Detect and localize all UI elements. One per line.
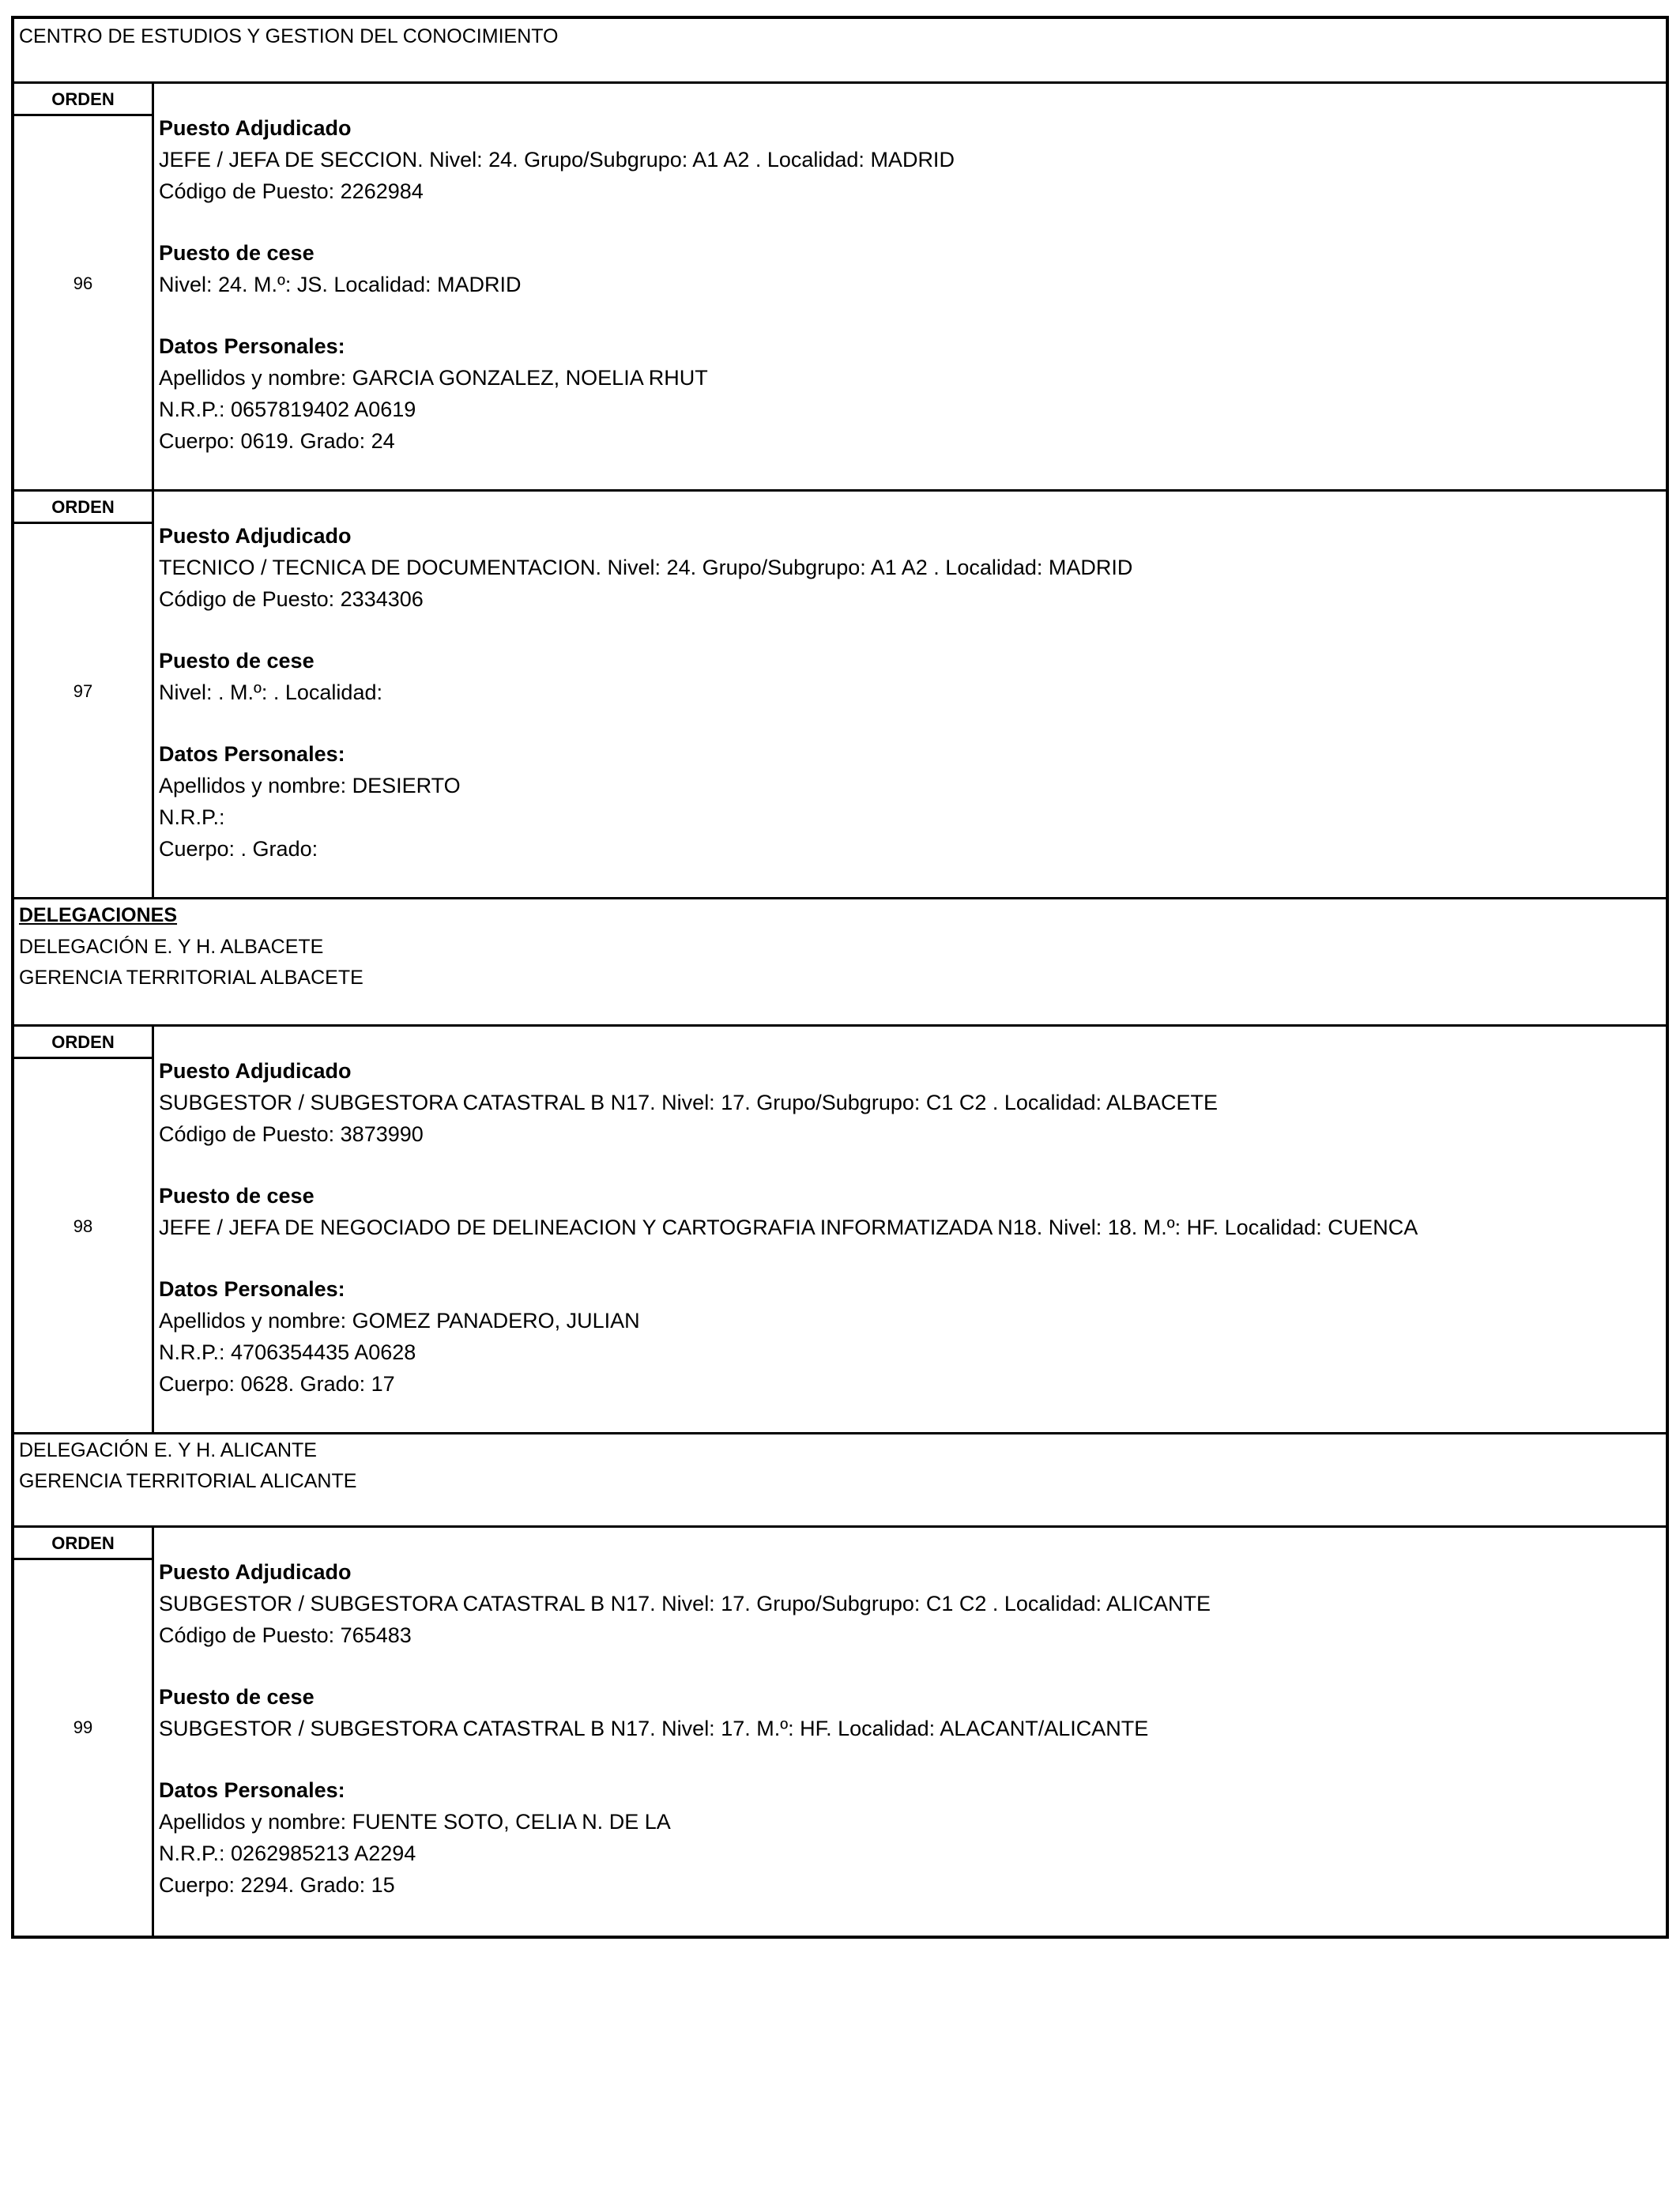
cuerpo-grado: Cuerpo: 0628. Grado: 17: [159, 1372, 395, 1396]
cuerpo-grado: Cuerpo: 2294. Grado: 15: [159, 1873, 395, 1897]
codigo-puesto: Código de Puesto: 2262984: [159, 179, 424, 203]
codigo-puesto: Código de Puesto: 2334306: [159, 587, 424, 611]
orden-column: [14, 492, 154, 897]
entry-99: [14, 1528, 1666, 1936]
entry-content: [159, 1055, 1659, 1400]
section-title-centro: CENTRO DE ESTUDIOS Y GESTION DEL CONOCIMIENTO: [19, 25, 559, 47]
puesto-adjudicado-heading: Puesto Adjudicado: [159, 116, 352, 140]
cuerpo-grado: Cuerpo: . Grado:: [159, 837, 318, 861]
orden-label: ORDEN: [14, 1528, 152, 1560]
puesto-cese-heading: Puesto de cese: [159, 1184, 315, 1208]
entry-97: [14, 492, 1666, 899]
section-header-albacete: [14, 899, 1666, 1027]
entry-98: [14, 1027, 1666, 1434]
puesto-cese-text: Nivel: . M.º: . Localidad:: [159, 680, 382, 704]
nrp: N.R.P.: 4706354435 A0628: [159, 1340, 416, 1364]
entry-content: [159, 520, 1659, 865]
orden-number: 99: [73, 1717, 93, 1737]
apellidos-nombre: Apellidos y nombre: GARCIA GONZALEZ, NOELIA RHUT: [159, 366, 708, 390]
puesto-adjudicado-heading: Puesto Adjudicado: [159, 1059, 352, 1083]
puesto-cese-heading: Puesto de cese: [159, 241, 315, 265]
orden-label: ORDEN: [14, 84, 152, 116]
puesto-cese-text: SUBGESTOR / SUBGESTORA CATASTRAL B N17. Nivel: 17. M.º: HF. Localidad: ALACANT/ALICANTE: [159, 1717, 1149, 1740]
delegacion-albacete: DELEGACIÓN E. Y H. ALBACETE: [19, 936, 324, 958]
puesto-adjudicado-heading: Puesto Adjudicado: [159, 1560, 352, 1584]
gerencia-albacete: GERENCIA TERRITORIAL ALBACETE: [19, 967, 363, 989]
apellidos-nombre: Apellidos y nombre: GOMEZ PANADERO, JULIAN: [159, 1309, 640, 1333]
puesto-cese-heading: Puesto de cese: [159, 649, 315, 673]
entry-content: [159, 1556, 1659, 1901]
entry-content: [159, 112, 1659, 457]
entry-96: [14, 84, 1666, 492]
codigo-puesto: Código de Puesto: 765483: [159, 1623, 412, 1647]
nrp: N.R.P.: 0657819402 A0619: [159, 398, 416, 421]
document-table: [11, 16, 1669, 1939]
puesto-adjudicado-text: TECNICO / TECNICA DE DOCUMENTACION. Nivel: 24. Grupo/Subgrupo: A1 A2 . Localidad: MADRID: [159, 556, 1133, 579]
datos-personales-heading: Datos Personales:: [159, 1277, 345, 1301]
puesto-adjudicado-text: SUBGESTOR / SUBGESTORA CATASTRAL B N17. Nivel: 17. Grupo/Subgrupo: C1 C2 . Localidad: ALBACETE: [159, 1091, 1219, 1114]
nrp: N.R.P.:: [159, 805, 225, 829]
orden-number: 97: [73, 681, 93, 701]
orden-label: ORDEN: [14, 1027, 152, 1059]
puesto-cese-text: JEFE / JEFA DE NEGOCIADO DE DELINEACION Y CARTOGRAFIA INFORMATIZADA N18. Nivel: 18. M.º: HF. Localidad: CUENCA: [159, 1216, 1418, 1239]
section-title-delegaciones: DELEGACIONES: [19, 904, 178, 926]
puesto-adjudicado-text: SUBGESTOR / SUBGESTORA CATASTRAL B N17. Nivel: 17. Grupo/Subgrupo: C1 C2 . Localidad: ALICANTE: [159, 1592, 1211, 1615]
apellidos-nombre: Apellidos y nombre: FUENTE SOTO, CELIA N. DE LA: [159, 1810, 671, 1834]
orden-number: 96: [73, 273, 93, 293]
section-header-centro: [14, 19, 1666, 84]
orden-column: [14, 1528, 154, 1936]
gerencia-alicante: GERENCIA TERRITORIAL ALICANTE: [19, 1470, 357, 1492]
codigo-puesto: Código de Puesto: 3873990: [159, 1122, 424, 1146]
cuerpo-grado: Cuerpo: 0619. Grado: 24: [159, 429, 395, 453]
orden-number: 98: [73, 1216, 93, 1236]
apellidos-nombre: Apellidos y nombre: DESIERTO: [159, 774, 461, 797]
puesto-adjudicado-text: JEFE / JEFA DE SECCION. Nivel: 24. Grupo/Subgrupo: A1 A2 . Localidad: MADRID: [159, 148, 955, 172]
orden-label: ORDEN: [14, 492, 152, 524]
datos-personales-heading: Datos Personales:: [159, 334, 345, 358]
datos-personales-heading: Datos Personales:: [159, 1778, 345, 1802]
puesto-cese-heading: Puesto de cese: [159, 1685, 315, 1709]
nrp: N.R.P.: 0262985213 A2294: [159, 1842, 416, 1865]
orden-column: [14, 84, 154, 489]
delegacion-alicante: DELEGACIÓN E. Y H. ALICANTE: [19, 1439, 317, 1461]
datos-personales-heading: Datos Personales:: [159, 742, 345, 766]
puesto-adjudicado-heading: Puesto Adjudicado: [159, 524, 352, 548]
orden-column: [14, 1027, 154, 1432]
section-header-alicante: [14, 1434, 1666, 1528]
puesto-cese-text: Nivel: 24. M.º: JS. Localidad: MADRID: [159, 273, 522, 296]
